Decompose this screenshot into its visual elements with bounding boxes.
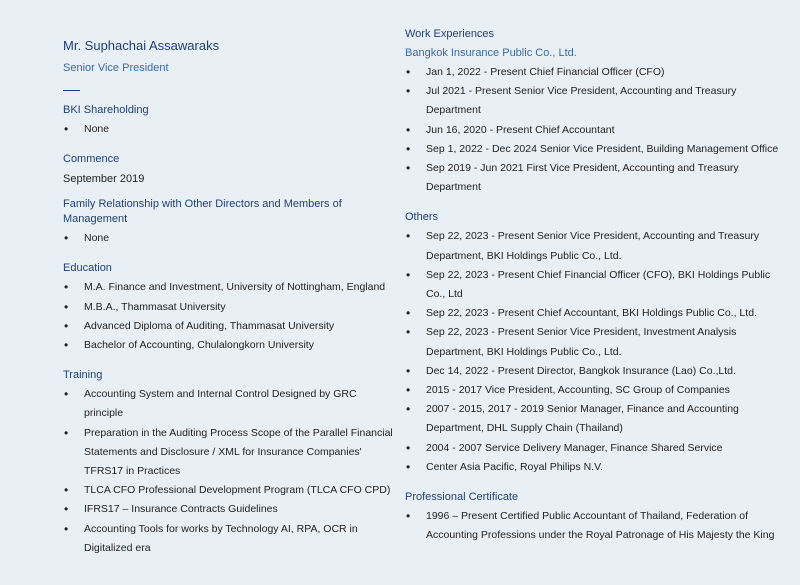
list-item: • Sep 1, 2022 - Dec 2024 Senior Vice President, Building Management Office xyxy=(405,140,790,159)
list-item: • None xyxy=(63,120,398,139)
list-item: • None xyxy=(63,229,398,248)
list-item: • Jan 1, 2022 - Present Chief Financial Officer (CFO) xyxy=(405,63,790,82)
list-item: • Jun 16, 2020 - Present Chief Accountant xyxy=(405,121,790,140)
training-heading: Training xyxy=(63,369,103,382)
list-item: • 2007 - 2015, 2017 - 2019 Senior Manager, Finance and Accounting Department, DHL Supply Chain (Thailand) xyxy=(405,400,790,438)
list-item: • Dec 14, 2022 - Present Director, Bangkok Insurance (Lao) Co.,Ltd. xyxy=(405,362,790,381)
commence-value: September 2019 xyxy=(63,173,145,186)
list-item: • 1996 – Present Certified Public Accountant of Thailand, Federation of Accounting Professions under the Royal Patronage of His Majesty the King xyxy=(405,507,790,545)
list-item: • Accounting System and Internal Control Designed by GRC principle xyxy=(63,385,398,423)
others-heading: Others xyxy=(405,211,439,224)
list-item: • Accounting Tools for works by Technology AI, RPA, OCR in Digitalized era xyxy=(63,520,398,558)
training-list xyxy=(63,385,398,558)
work-company: Bangkok Insurance Public Co., Ltd. xyxy=(405,47,577,59)
list-item: • Sep 22, 2023 - Present Senior Vice President, Accounting and Treasury Department, BKI Holdings Public Co., Ltd. xyxy=(405,227,790,265)
list-item: • Sep 22, 2023 - Present Chief Financial Officer (CFO), BKI Holdings Public Co., Ltd xyxy=(405,266,790,304)
family-heading: Family Relationship with Other Directors and Members of Management xyxy=(63,198,342,226)
list-item: • M.A. Finance and Investment, University of Nottingham, England xyxy=(63,278,398,297)
person-position: Senior Vice President xyxy=(63,62,169,74)
list-item: • Bachelor of Accounting, Chulalongkorn University xyxy=(63,336,398,355)
list-item: • M.B.A., Thammasat University xyxy=(63,298,398,317)
family-list xyxy=(63,229,398,248)
list-item: • Sep 22, 2023 - Present Senior Vice President, Investment Analysis Department, BKI Holdings Public Co., Ltd. xyxy=(405,323,790,361)
list-item: • Jul 2021 - Present Senior Vice President, Accounting and Treasury Department xyxy=(405,82,790,120)
person-name: Mr. Suphachai Assawaraks xyxy=(63,38,220,53)
divider xyxy=(63,90,80,91)
list-item: • Advanced Diploma of Auditing, Thammasat University xyxy=(63,317,398,336)
list-item: • Sep 2019 - Jun 2021 First Vice President, Accounting and Treasury Department xyxy=(405,159,790,197)
list-item: • Preparation in the Auditing Process Scope of the Parallel Financial Statements and Disclosure / XML for Insurance Companies' TFRS17 in Practices xyxy=(63,424,398,482)
work-list xyxy=(405,63,790,197)
certificate-heading: Professional Certificate xyxy=(405,491,519,504)
others-list xyxy=(405,227,790,477)
list-item: • 2004 - 2007 Service Delivery Manager, Finance Shared Service xyxy=(405,439,790,458)
list-item: • Sep 22, 2023 - Present Chief Accountant, BKI Holdings Public Co., Ltd. xyxy=(405,304,790,323)
shareholding-list xyxy=(63,120,398,139)
list-item: • TLCA CFO Professional Development Program (TLCA CFO CPD) xyxy=(63,481,398,500)
list-item: • 2015 - 2017 Vice President, Accounting, SC Group of Companies xyxy=(405,381,790,400)
commence-heading: Commence xyxy=(63,153,120,166)
left-column xyxy=(63,37,398,558)
education-list xyxy=(63,278,398,355)
list-item: • Center Asia Pacific, Royal Philips N.V. xyxy=(405,458,790,477)
list-item: • IFRS17 – Insurance Contracts Guidelines xyxy=(63,500,398,519)
certificate-list xyxy=(405,507,790,545)
work-heading: Work Experiences xyxy=(405,28,495,40)
shareholding-heading: BKI Shareholding xyxy=(63,104,149,116)
education-heading: Education xyxy=(63,262,112,275)
right-column xyxy=(405,27,790,545)
